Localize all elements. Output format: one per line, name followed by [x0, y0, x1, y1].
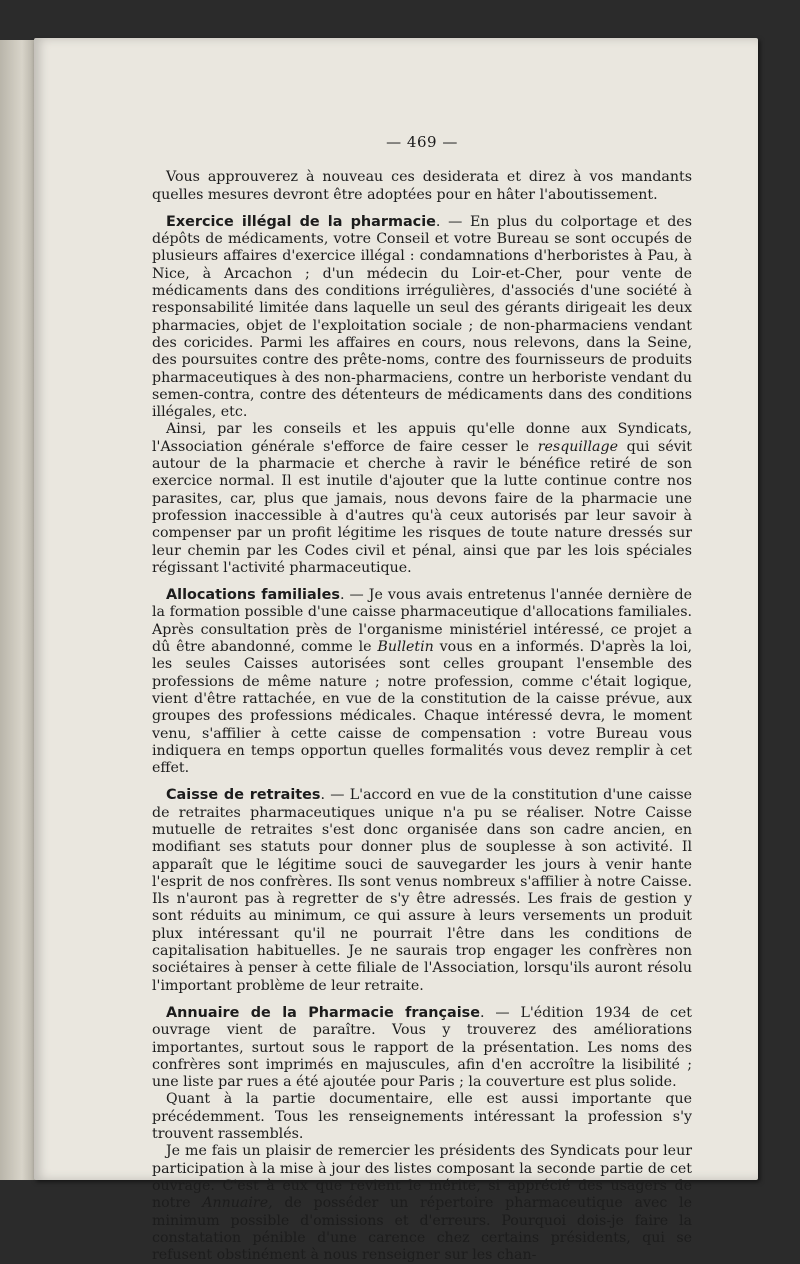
section-allocations-familiales — [152, 587, 692, 777]
paragraph-text: . — L'accord en vue de la constitution d'une caisse de retraites pharmaceutiques unique n'a pu se réaliser. Notre Caisse mutuelle de retraites s'est donc organisée dans son cadre ancien, en modifiant ses statuts pour donner plus de souplesse à son activité. Il apparaît que le légitime souci de sauvegarder les jours à venir hante l'esprit de nos confrères. Ils sont venus nombreux s'affilier à notre Caisse. Ils n'auront pas à regretter de s'y être adressés. Les frais de gestion y sont réduits au minimum, ce qui assure à leurs versements un produit plux intéressant qu'il ne pourrait l'être dans les conditions de capitalisation habituelles. Je ne saurais trop engager les confrères non sociétaires à penser à cette filiale de l'Association, lorsqu'ils auront résolu l'important problème de leur retraite. — [152, 787, 692, 994]
section-annuaire — [152, 1005, 692, 1091]
paragraph-text: . — En plus du colportage et des dépôts de médicaments, votre Conseil et votre Bureau se sont occupés de plusieurs affaires d'exercice illégal : condamnations d'herboristes à Pau, à Nice, à Arcachon ; d'un médecin du Loir-et-Cher, pour vente de médicaments dans des conditions irrégulières, d'associés d'une société à responsabilité limitée dans laquelle un seul des gérants dirigeait les deux pharmacies, objet de l'exploitation sociale ; de non-pharmaciens vendant des coricides. Parmi les affaires en cours, nous relevons, dans la Seine, des poursuites contre des prête-noms, contre des fournisseurs de produits pharmaceutiques à des non-pharmaciens, contre un herboriste vendant du semen-contra, contre des détenteurs de médicaments dans des conditions illégales, etc. — [152, 213, 692, 421]
paragraph-text: Ainsi, par les conseils et les appuis qu'elle donne aux Syndicats, l'Association générale s'efforce de faire cesser le — [152, 421, 692, 455]
italic-term: Annuaire, — [202, 1195, 273, 1212]
paragraph-text: de posséder un répertoire pharmaceutique avec le minimum possible d'omissions et d'erreurs. Pourquoi dois-je faire la constatation pénible d'une carence chez certains présidents, qui se refusent obstinément à nous renseigner sur les chan- — [152, 1195, 692, 1264]
document-page — [34, 38, 758, 1264]
paragraph-text: Je me fais un plaisir de remercier les présidents des Syndicats pour leur participation à la mise à jour des listes composant la seconde partie de cet ouvrage. C'est à eux que revient le mérite, si apprécié des usagers de notre — [152, 1143, 692, 1212]
paragraph-text: qui sévit autour de la pharmacie et cherche à ravir le bénéfice retiré de son exercice normal. Il est inutile d'ajouter que la lutte continue contre nos parasites, car, plus que jamais, nous devons faire de la pharmacie une profession inaccessible à d'autres qu'à ceux autorisés par leur savoir à compenser par un profit légitime les risques de toute nature dressés sur leur chemin par les Codes civil et pénal, ainsi que par les lois spéciales régissant l'activité pharmaceutique. — [152, 438, 692, 576]
paragraph-text: vous en a informés. D'après la loi, les seules Caisses autorisées sont celles groupant l'ensemble des professions de même nature ; notre profession, comme c'était logique, vient d'être rattachée, en vue de la constitution de la caisse prévue, aux groupes des professions médicales. Chaque intéressé devra, le moment venu, s'affilier à cette caisse de compensation : votre Bureau vous indiquera en temps opportun quelles formalités vous devez remplir à cet effet. — [152, 639, 692, 777]
section-heading-annuaire: Annuaire de la Pharmacie française — [166, 1004, 480, 1021]
section-heading-caisse-retraites: Caisse de retraites — [166, 787, 321, 804]
paragraph-remerciements — [152, 1143, 692, 1264]
page-content — [152, 134, 692, 1264]
italic-term: resquillage — [537, 438, 618, 455]
section-caisse-retraites — [152, 787, 692, 995]
section-heading-exercice-illegal: Exercice illégal de la pharmacie — [166, 213, 436, 230]
paragraph-desiderata — [152, 169, 692, 204]
paragraph-partie-documentaire — [152, 1091, 692, 1143]
page-number: — 469 — — [386, 133, 458, 151]
section-heading-allocations-familiales: Allocations familiales — [166, 587, 340, 604]
paragraph-resquillage — [152, 421, 692, 577]
section-exercice-illegal — [152, 214, 692, 422]
italic-term: Bulletin — [377, 639, 434, 656]
paragraph-text: Vous approuverez à nouveau ces desiderata et direz à vos mandants quelles mesures devront être adoptées pour en hâter l'aboutissement. — [152, 169, 692, 203]
paragraph-text: . — Je vous avais entretenus l'année dernière de la formation possible d'une caisse pharmaceutique d'allocations familiales. Après consultation près de l'organisme ministériel intéressé, ce projet a dû être abandonné, comme le — [152, 587, 692, 656]
paragraph-text: . — L'édition 1934 de cet ouvrage vient de paraître. Vous y trouverez des améliorations importantes, surtout sous le rapport de la présentation. Les noms des confrères sont imprimés en majuscules, afin d'en accroître la lisibilité ; une liste par rues a été ajoutée pour Paris ; la couverture est plus solide. — [152, 1004, 692, 1091]
paragraph-text: Quant à la partie documentaire, elle est aussi importante que précédemment. Tous les renseignements intéressant la profession s'y trouvent rassemblés. — [152, 1091, 692, 1143]
